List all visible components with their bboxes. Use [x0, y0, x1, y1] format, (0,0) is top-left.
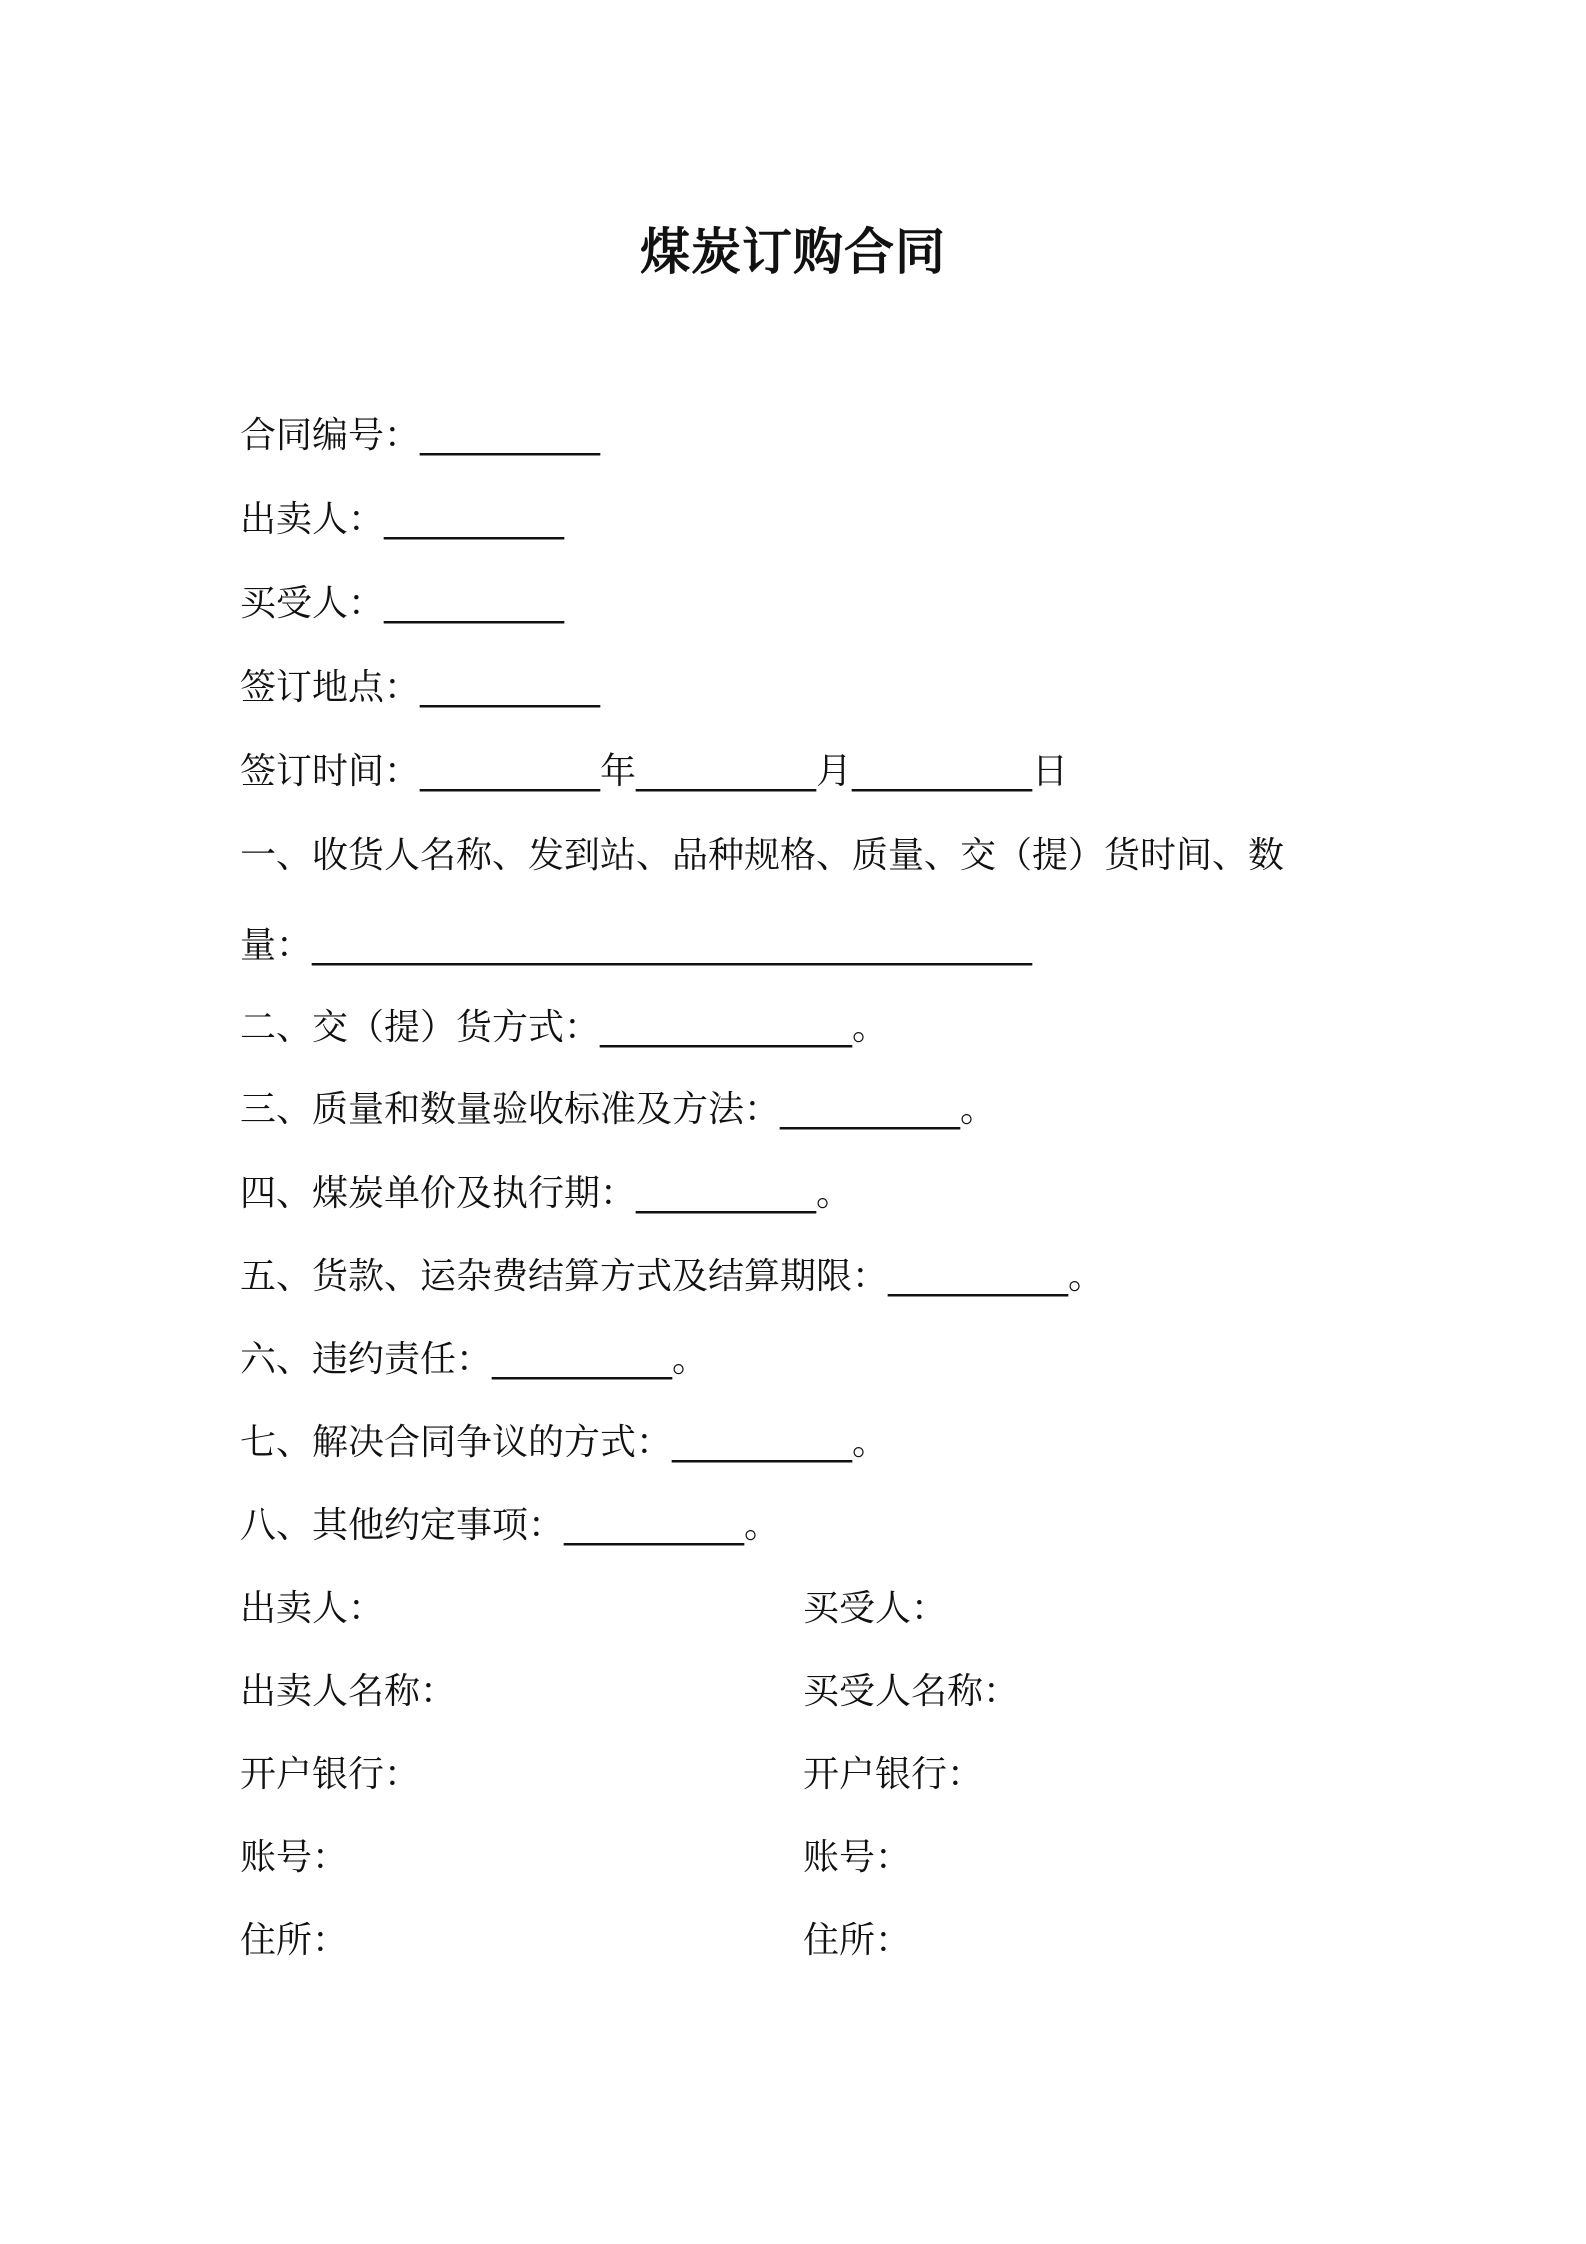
- seller-account-label: 账号：: [240, 1837, 349, 1878]
- seller-address-label: 住所：: [240, 1920, 349, 1961]
- seller-signature-label: 出卖人：: [240, 1588, 385, 1629]
- buyer-address-label: 住所：: [803, 1920, 912, 1961]
- buyer-signature-label: 买受人：: [803, 1588, 948, 1629]
- clause-1-line-2: 量：________________________________________: [240, 925, 1032, 966]
- document-title: 煤炭订购合同: [640, 223, 946, 281]
- contract-number-field: 合同编号：__________: [240, 415, 601, 456]
- buyer-bank-label: 开户银行：: [803, 1754, 984, 1795]
- clause-1-line-1: 一、收货人名称、发到站、品种规格、质量、交（提）货时间、数: [240, 835, 1285, 876]
- clause-6: 六、违约责任：__________。: [240, 1339, 709, 1380]
- buyer-field: 买受人：__________: [240, 583, 565, 624]
- clause-2: 二、交（提）货方式：______________。: [240, 1007, 889, 1048]
- clause-4: 四、煤炭单价及执行期：__________。: [240, 1173, 853, 1214]
- clause-8: 八、其他约定事项：__________。: [240, 1505, 781, 1546]
- clause-5: 五、货款、运杂费结算方式及结算期限：__________。: [240, 1256, 1105, 1297]
- signing-place-field: 签订地点：__________: [240, 667, 601, 708]
- clause-3: 三、质量和数量验收标准及方法：__________。: [240, 1089, 997, 1130]
- seller-bank-label: 开户银行：: [240, 1754, 421, 1795]
- buyer-name-label: 买受人名称：: [803, 1671, 1020, 1712]
- buyer-account-label: 账号：: [803, 1837, 912, 1878]
- seller-field: 出卖人：__________: [240, 499, 565, 540]
- seller-name-label: 出卖人名称：: [240, 1671, 457, 1712]
- signing-time-field: 签订时间：__________年__________月__________日: [240, 751, 1069, 792]
- clause-7: 七、解决合同争议的方式：__________。: [240, 1422, 889, 1463]
